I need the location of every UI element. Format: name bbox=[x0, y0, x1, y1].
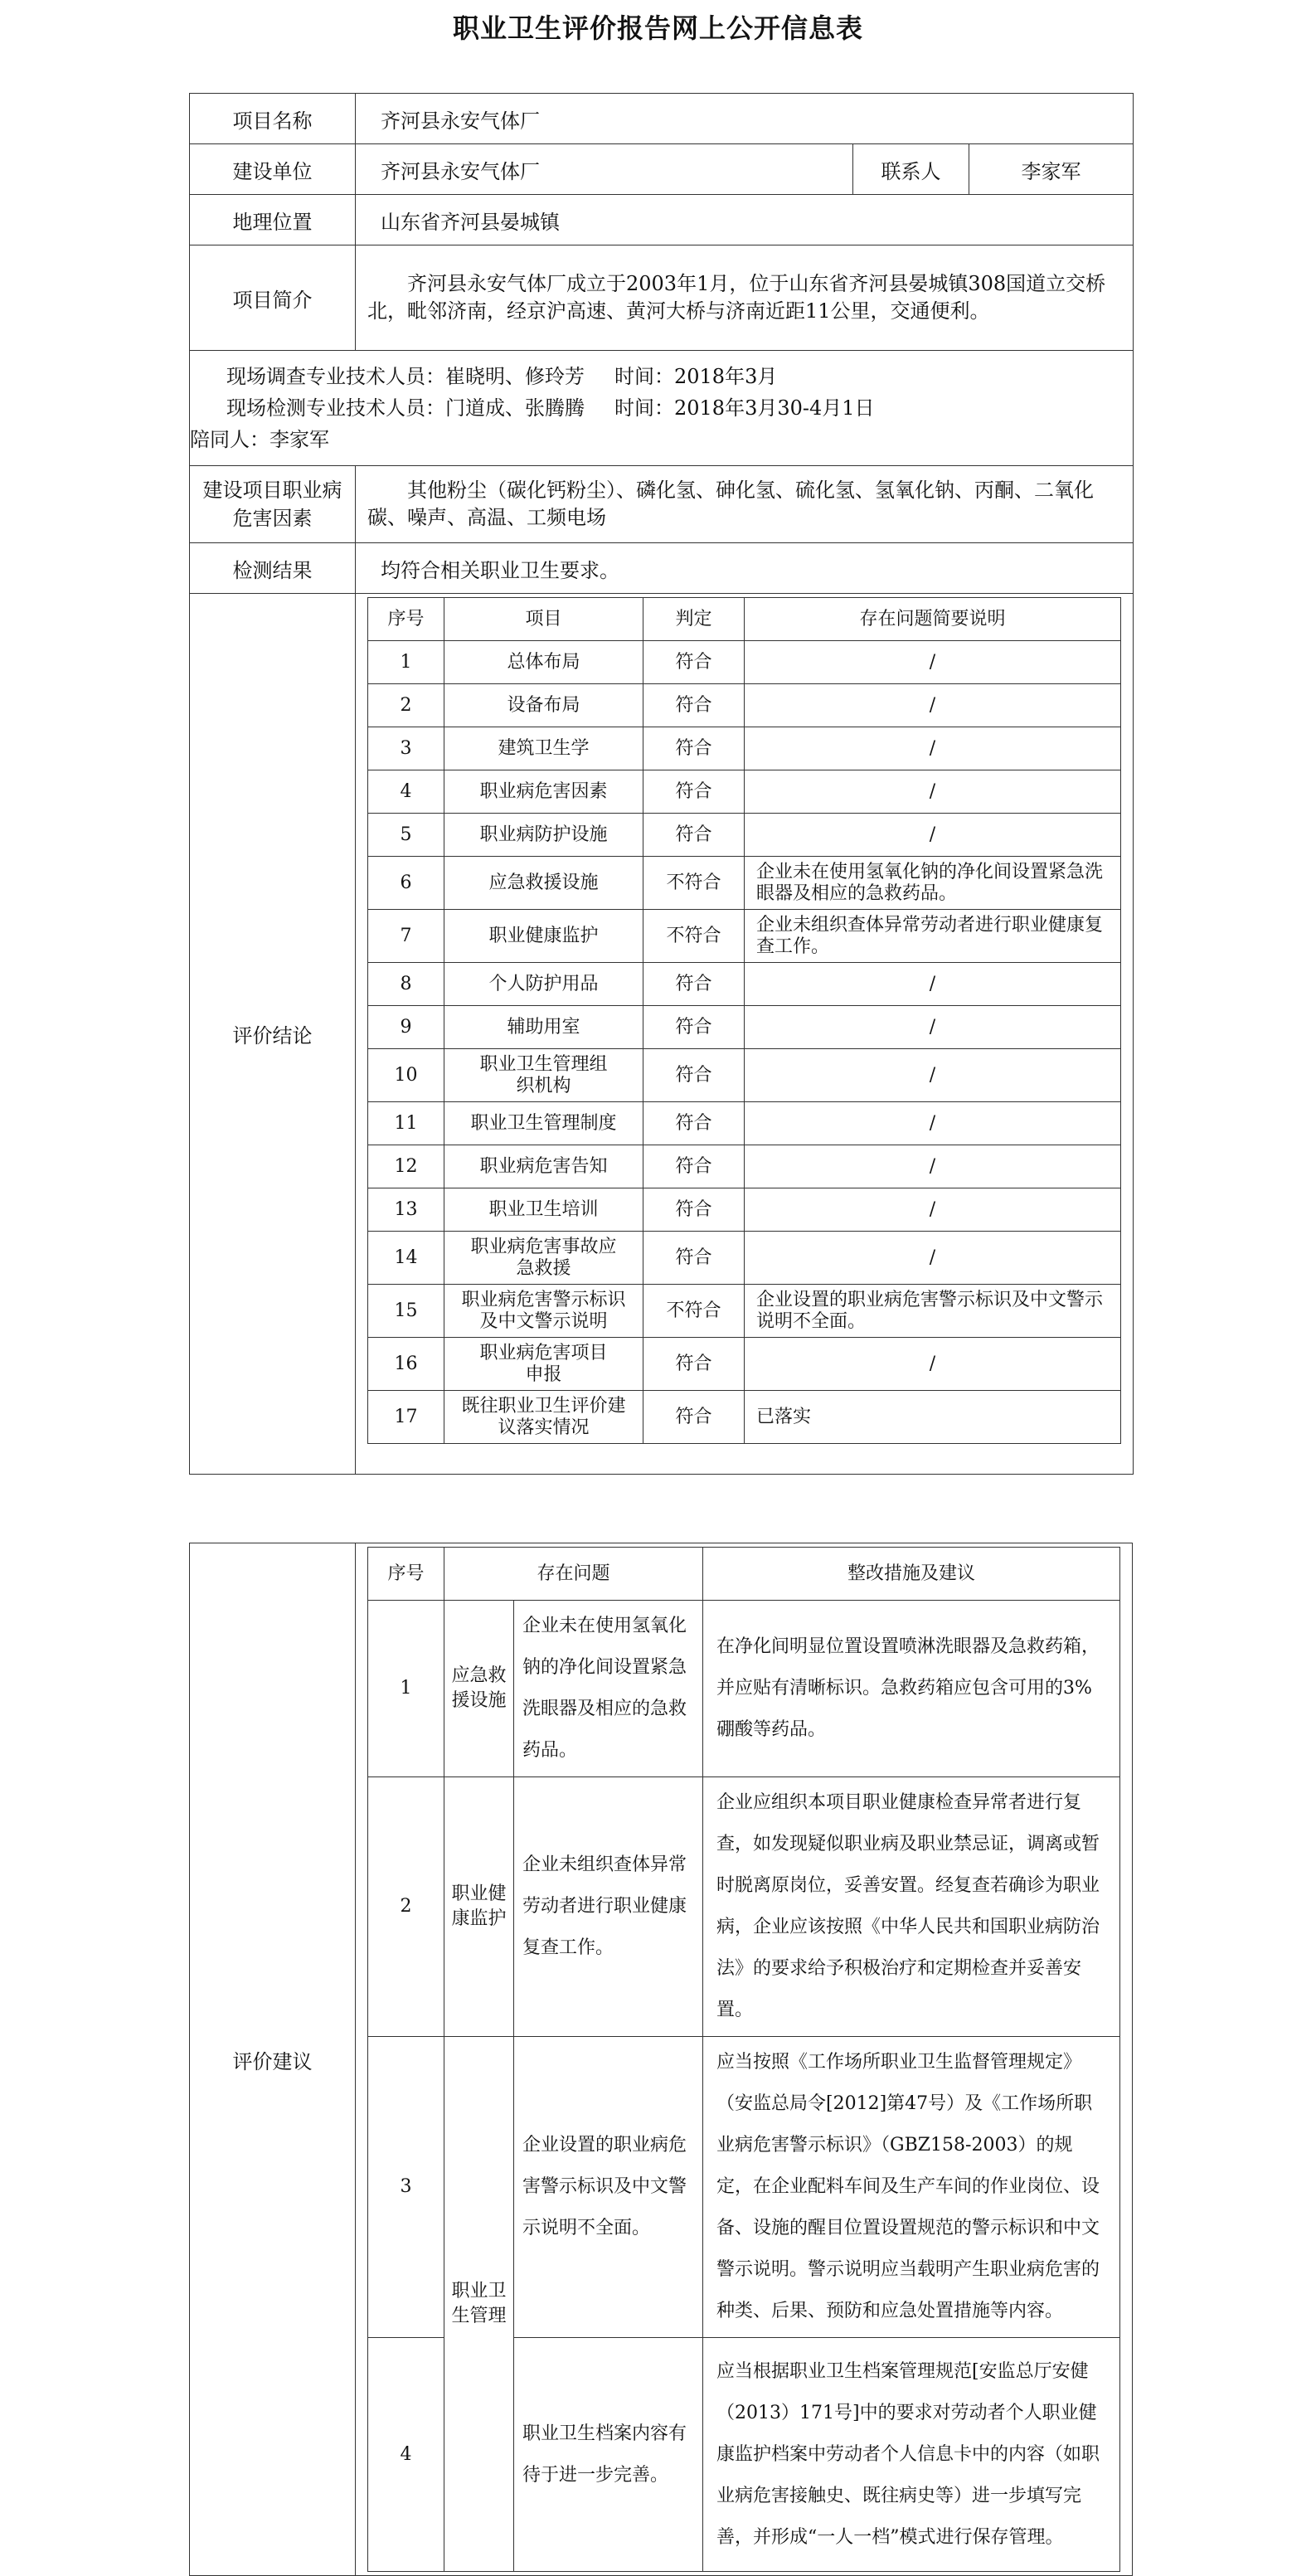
row-no: 13 bbox=[368, 1188, 444, 1232]
row-item: 职业病危害事故应急救援 bbox=[444, 1232, 643, 1285]
row-item: 应急救援设施 bbox=[444, 857, 643, 910]
row-no: 4 bbox=[368, 770, 444, 814]
row-note: / bbox=[745, 641, 1121, 684]
row-judge: 符合 bbox=[643, 770, 745, 814]
location-label: 地理位置 bbox=[190, 195, 356, 245]
advice-table bbox=[367, 1547, 1120, 2572]
row-note: / bbox=[745, 1338, 1121, 1391]
table-row bbox=[368, 1232, 1121, 1285]
row-item: 辅助用室 bbox=[444, 1006, 643, 1049]
row-note: / bbox=[745, 963, 1121, 1006]
row-no: 16 bbox=[368, 1338, 444, 1391]
row-judge: 符合 bbox=[643, 641, 745, 684]
row-item: 职业病危害告知 bbox=[444, 1145, 643, 1188]
row-issue: 企业设置的职业病危害警示标识及中文警示说明不全面。 bbox=[514, 2037, 703, 2338]
table-row bbox=[368, 1338, 1121, 1391]
row-judge: 符合 bbox=[643, 963, 745, 1006]
row-item: 职业病危害警示标识及中文警示说明 bbox=[444, 1285, 643, 1338]
page-title: 职业卫生评价报告网上公开信息表 bbox=[452, 12, 863, 44]
result-value: 均符合相关职业卫生要求。 bbox=[356, 543, 1134, 594]
survey-staff: 现场调查专业技术人员：崔晓明、修玲芳 bbox=[226, 365, 585, 388]
table-row bbox=[368, 1006, 1121, 1049]
row-note: / bbox=[745, 1188, 1121, 1232]
conclusion-cell bbox=[356, 594, 1134, 1475]
location-value: 山东省齐河县晏城镇 bbox=[356, 195, 1134, 245]
row-note: 已落实 bbox=[745, 1391, 1121, 1444]
row-no: 11 bbox=[368, 1102, 444, 1145]
info-table bbox=[189, 93, 1134, 1475]
category-cell: 应急救援设施 bbox=[444, 1601, 514, 1777]
table-row bbox=[368, 857, 1121, 910]
project-name-value: 齐河县永安气体厂 bbox=[356, 94, 1134, 144]
table-row bbox=[368, 1777, 1120, 2037]
row-judge: 符合 bbox=[643, 684, 745, 727]
row-item: 职业卫生培训 bbox=[444, 1188, 643, 1232]
row-note: / bbox=[745, 770, 1121, 814]
row-item: 职业病防护设施 bbox=[444, 814, 643, 857]
row-judge: 不符合 bbox=[643, 910, 745, 963]
test-staff: 现场检测专业技术人员：门道成、张腾腾 bbox=[226, 396, 585, 420]
staff-block bbox=[190, 351, 1134, 466]
row-item: 职业病危害项目申报 bbox=[444, 1338, 643, 1391]
row-issue: 职业卫生档案内容有待于进一步完善。 bbox=[514, 2338, 703, 2572]
row-judge: 符合 bbox=[643, 814, 745, 857]
row-judge: 符合 bbox=[643, 1391, 745, 1444]
survey-time: 时间：2018年3月 bbox=[614, 365, 778, 388]
advice-header-measure: 整改措施及建议 bbox=[703, 1548, 1120, 1601]
row-no: 1 bbox=[368, 1601, 444, 1777]
row-item: 总体布局 bbox=[444, 641, 643, 684]
conclusion-table bbox=[367, 597, 1121, 1444]
row-note: 企业设置的职业病危害警示标识及中文警示说明不全面。 bbox=[745, 1285, 1121, 1338]
row-note: / bbox=[745, 1232, 1121, 1285]
row-measure: 应当根据职业卫生档案管理规范[安监总厅安健（2013）171号]中的要求对劳动者个人职业健康监护档案中劳动者个人信息卡中的内容（如职业病危害接触史、既往病史等）进一步填写完善，并形成“一人一档”模式进行保存管理。 bbox=[703, 2338, 1120, 2572]
row-no: 7 bbox=[368, 910, 444, 963]
table-row bbox=[368, 1601, 1120, 1777]
category-cell: 职业健康监护 bbox=[444, 1777, 514, 2037]
row-note: / bbox=[745, 727, 1121, 770]
table-row bbox=[368, 1145, 1121, 1188]
advice-outer-table bbox=[189, 1543, 1133, 2576]
table-row bbox=[368, 1049, 1121, 1102]
row-judge: 符合 bbox=[643, 1338, 745, 1391]
row-judge: 符合 bbox=[643, 727, 745, 770]
row-no: 10 bbox=[368, 1049, 444, 1102]
conclusion-header-note: 存在问题简要说明 bbox=[745, 598, 1121, 641]
table-row bbox=[368, 641, 1121, 684]
row-item: 职业卫生管理组织机构 bbox=[444, 1049, 643, 1102]
advice-label: 评价建议 bbox=[190, 1543, 356, 2576]
row-item: 设备布局 bbox=[444, 684, 643, 727]
survey-staff-line bbox=[226, 361, 1096, 392]
table-row bbox=[368, 963, 1121, 1006]
hazard-label: 建设项目职业病危害因素 bbox=[190, 466, 356, 543]
row-note: / bbox=[745, 684, 1121, 727]
row-note: / bbox=[745, 1102, 1121, 1145]
row-note: 企业未在使用氢氧化钠的净化间设置紧急洗眼器及相应的急救药品。 bbox=[745, 857, 1121, 910]
row-no: 4 bbox=[368, 2338, 444, 2572]
row-judge: 符合 bbox=[643, 1006, 745, 1049]
row-measure: 应当按照《工作场所职业卫生监督管理规定》（安监总局令[2012]第47号）及《工作场所职业病危害警示标识》（GBZ158-2003）的规定，在企业配料车间及生产车间的作业岗位、设备、设施的醒目位置设置规范的警示标识和中文警示说明。警示说明应当载明产生职业病危害的种类、后果、预防和应急处置措施等内容。 bbox=[703, 2037, 1120, 2338]
accompany-line: 陪同人：李家军 bbox=[190, 428, 329, 451]
table-row bbox=[368, 910, 1121, 963]
conclusion-header-no: 序号 bbox=[368, 598, 444, 641]
conclusion-header-judge: 判定 bbox=[643, 598, 745, 641]
row-judge: 符合 bbox=[643, 1145, 745, 1188]
conclusion-header-item: 项目 bbox=[444, 598, 643, 641]
row-judge: 符合 bbox=[643, 1232, 745, 1285]
row-no: 15 bbox=[368, 1285, 444, 1338]
row-note: / bbox=[745, 1049, 1121, 1102]
row-item: 个人防护用品 bbox=[444, 963, 643, 1006]
row-issue: 企业未组织查体异常劳动者进行职业健康复查工作。 bbox=[514, 1777, 703, 2037]
advice-header-issue: 存在问题 bbox=[444, 1548, 703, 1601]
row-item: 建筑卫生学 bbox=[444, 727, 643, 770]
hazard-value: 其他粉尘（碳化钙粉尘）、磷化氢、砷化氢、硫化氢、氢氧化钠、丙酮、二氧化碳、噪声、高温、工频电场 bbox=[356, 466, 1134, 543]
row-no: 12 bbox=[368, 1145, 444, 1188]
table-row bbox=[368, 2037, 1120, 2338]
row-note: / bbox=[745, 814, 1121, 857]
row-note: 企业未组织查体异常劳动者进行职业健康复查工作。 bbox=[745, 910, 1121, 963]
project-name-label: 项目名称 bbox=[190, 94, 356, 144]
row-no: 17 bbox=[368, 1391, 444, 1444]
builder-value: 齐河县永安气体厂 bbox=[356, 144, 853, 195]
row-no: 8 bbox=[368, 963, 444, 1006]
contact-label: 联系人 bbox=[853, 144, 969, 195]
row-no: 3 bbox=[368, 2037, 444, 2338]
row-no: 5 bbox=[368, 814, 444, 857]
conclusion-label: 评价结论 bbox=[190, 594, 356, 1475]
row-judge: 不符合 bbox=[643, 1285, 745, 1338]
advice-cell bbox=[356, 1543, 1133, 2576]
row-issue: 企业未在使用氢氧化钠的净化间设置紧急洗眼器及相应的急救药品。 bbox=[514, 1601, 703, 1777]
row-item: 职业病危害因素 bbox=[444, 770, 643, 814]
row-no: 14 bbox=[368, 1232, 444, 1285]
builder-label: 建设单位 bbox=[190, 144, 356, 195]
row-no: 2 bbox=[368, 1777, 444, 2037]
row-item: 既往职业卫生评价建议落实情况 bbox=[444, 1391, 643, 1444]
table-row bbox=[368, 1188, 1121, 1232]
row-no: 6 bbox=[368, 857, 444, 910]
category-cell: 职业卫生管理 bbox=[444, 2037, 514, 2572]
table-row bbox=[368, 727, 1121, 770]
row-no: 2 bbox=[368, 684, 444, 727]
test-time: 时间：2018年3月30-4月1日 bbox=[614, 396, 875, 420]
row-item: 职业健康监护 bbox=[444, 910, 643, 963]
row-judge: 符合 bbox=[643, 1049, 745, 1102]
table-row bbox=[368, 770, 1121, 814]
row-no: 9 bbox=[368, 1006, 444, 1049]
advice-header-no: 序号 bbox=[368, 1548, 444, 1601]
row-note: / bbox=[745, 1145, 1121, 1188]
row-measure: 企业应组织本项目职业健康检查异常者进行复查，如发现疑似职业病及职业禁忌证，调离或暂时脱离原岗位，妥善安置。经复查若确诊为职业病，企业应该按照《中华人民共和国职业病防治法》的要求给予积极治疗和定期检查并妥善安置。 bbox=[703, 1777, 1120, 2037]
intro-value: 齐河县永安气体厂成立于2003年1月，位于山东省齐河县晏城镇308国道立交桥北，毗邻济南，经京沪高速、黄河大桥与济南近距11公里，交通便利。 bbox=[356, 245, 1134, 351]
advice-section bbox=[189, 1543, 1133, 2576]
contact-value: 李家军 bbox=[969, 144, 1134, 195]
row-no: 1 bbox=[368, 641, 444, 684]
table-row bbox=[368, 814, 1121, 857]
row-measure: 在净化间明显位置设置喷淋洗眼器及急救药箱，并应贴有清晰标识。急救药箱应包含可用的3%硼酸等药品。 bbox=[703, 1601, 1120, 1777]
test-staff-line bbox=[226, 392, 1096, 424]
table-row bbox=[368, 1102, 1121, 1145]
result-label: 检测结果 bbox=[190, 543, 356, 594]
table-row bbox=[368, 1285, 1121, 1338]
row-judge: 符合 bbox=[643, 1188, 745, 1232]
row-judge: 不符合 bbox=[643, 857, 745, 910]
row-no: 3 bbox=[368, 727, 444, 770]
row-judge: 符合 bbox=[643, 1102, 745, 1145]
table-row bbox=[368, 684, 1121, 727]
intro-label: 项目简介 bbox=[190, 245, 356, 351]
row-item: 职业卫生管理制度 bbox=[444, 1102, 643, 1145]
table-row bbox=[368, 1391, 1121, 1444]
row-note: / bbox=[745, 1006, 1121, 1049]
